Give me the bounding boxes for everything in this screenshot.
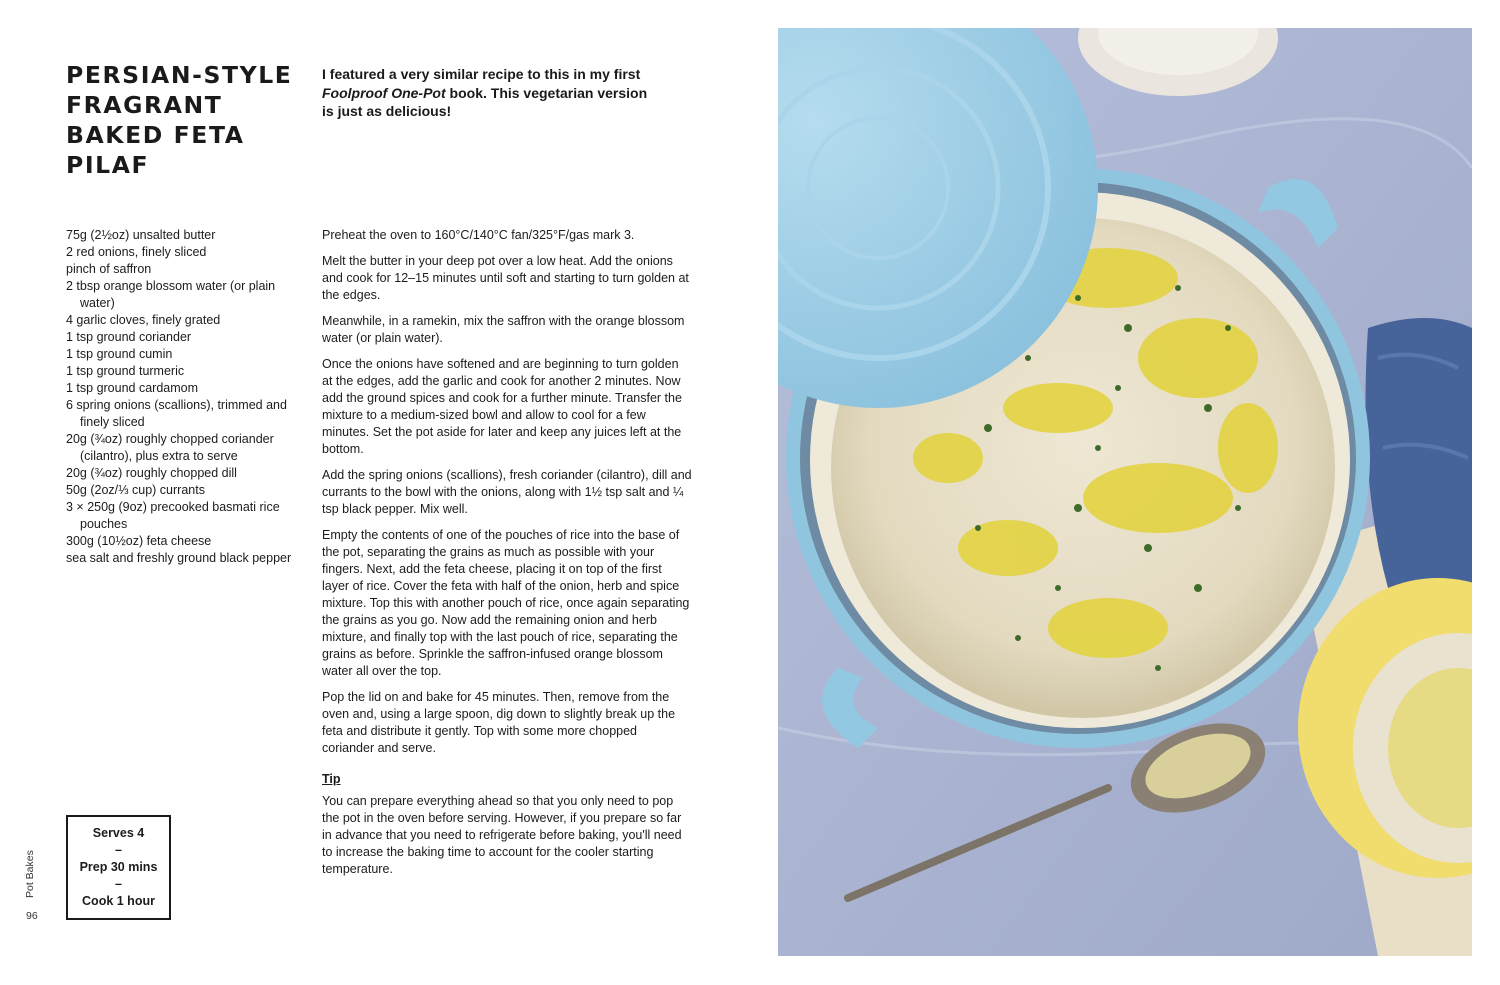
page-number: 96 xyxy=(26,910,38,922)
ingredients-list xyxy=(66,227,306,567)
pilaf-photo-illustration xyxy=(778,28,1472,956)
ingredient-item: 2 red onions, finely sliced xyxy=(66,245,207,259)
method-steps xyxy=(322,227,692,878)
intro-line2: book. This vegetarian version xyxy=(445,84,648,101)
recipe-title xyxy=(66,60,306,180)
intro-line3: is just as delicious! xyxy=(322,103,452,119)
prep-time: Prep 30 mins xyxy=(79,860,158,874)
method-step: Meanwhile, in a ramekin, mix the saffron with the orange blossom water (or plain water). xyxy=(322,314,685,345)
title-line: PILAF xyxy=(66,151,150,179)
method-step: Empty the contents of one of the pouches of rice into the base of the pot, separating the grains as much as possible with your fingers. Next, add the feta cheese, placing it on top of the first layer of rice. Cover the feta with half of the onion, herb and spice mixture. Top this with another pouch of rice, once again separating the grains as you go. Now add the remaining onion and herb mixture, and finally top with the last pouch of rice, separating the grains as before. Sprinkle the saffron-infused orange blossom water all over the top. xyxy=(322,528,690,678)
ingredient-item: 20g (¾oz) roughly chopped dill xyxy=(66,466,237,480)
recipe-photo xyxy=(778,28,1472,956)
serving-info-box xyxy=(66,815,171,920)
ingredient-item: 1 tsp ground turmeric xyxy=(66,364,185,378)
method-step: Once the onions have softened and are beginning to turn golden at the edges, add the garlic and cook for another 2 minutes. Now add the ground spices and cook for a further minute. Transfer the mixture to a medium-sized bowl and allow to cool for a few minutes. Set the pot aside for later and keep any juices left at the bottom. xyxy=(322,357,682,456)
method-step: Pop the lid on and bake for 45 minutes. Then, remove from the oven and, using a large spoon, dig down to slightly break up the feta and distribute it gently. Top with some more chopped coriander and serve. xyxy=(322,690,676,755)
ingredient-item: 1 tsp ground cumin xyxy=(66,347,173,361)
ingredient-item: pinch of saffron xyxy=(66,262,152,276)
recipe-intro xyxy=(322,65,682,121)
ingredient-item: 20g (¾oz) roughly chopped coriander (cilantro), plus extra to serve xyxy=(66,432,274,463)
ingredient-item: 3 × 250g (9oz) precooked basmati rice pouches xyxy=(66,500,280,531)
method-step: Preheat the oven to 160°C/140°C fan/325°F/gas mark 3. xyxy=(322,228,635,242)
cook-time: Cook 1 hour xyxy=(82,894,155,908)
blue-napkin xyxy=(1366,318,1473,603)
serves-text: Serves 4 xyxy=(92,826,145,840)
title-line: BAKED FETA xyxy=(66,121,245,149)
tip-heading: Tip xyxy=(322,772,341,786)
ingredient-item: 75g (2½oz) unsalted butter xyxy=(66,228,216,242)
ingredient-item: 4 garlic cloves, finely grated xyxy=(66,313,221,327)
ingredient-item: sea salt and freshly ground black pepper xyxy=(66,551,292,565)
info-separator: – xyxy=(115,843,122,857)
ingredient-item: 50g (2oz/⅓ cup) currants xyxy=(66,483,205,497)
ingredient-item: 2 tbsp orange blossom water (or plain water) xyxy=(66,279,276,310)
section-label: Pot Bakes xyxy=(24,850,36,898)
intro-line1: I featured a very similar recipe to this in my first xyxy=(322,66,641,82)
method-step: Add the spring onions (scallions), fresh coriander (cilantro), dill and currants to the bowl with the onions, along with 1½ tsp salt and ¼ tsp black pepper. Mix well. xyxy=(322,468,692,516)
tip-text: You can prepare everything ahead so that you only need to pop the pot in the oven before serving. However, if you prepare so far in advance that you need to refrigerate before baking, you'll need to increase the baking time to account for the cooler starting temperature. xyxy=(322,794,682,876)
info-separator: – xyxy=(115,877,122,891)
method-step: Melt the butter in your deep pot over a low heat. Add the onions and cook for 12–15 minutes until soft and starting to turn golden at the edges. xyxy=(322,254,689,302)
ingredient-item: 300g (10½oz) feta cheese xyxy=(66,534,212,548)
ingredient-item: 6 spring onions (scallions), trimmed and finely sliced xyxy=(66,398,287,429)
ingredient-item: 1 tsp ground coriander xyxy=(66,330,192,344)
ingredient-item: 1 tsp ground cardamom xyxy=(66,381,199,395)
title-line: FRAGRANT xyxy=(66,91,223,119)
book-title: Foolproof One-Pot xyxy=(322,84,446,101)
title-line: PERSIAN-STYLE xyxy=(66,61,293,89)
